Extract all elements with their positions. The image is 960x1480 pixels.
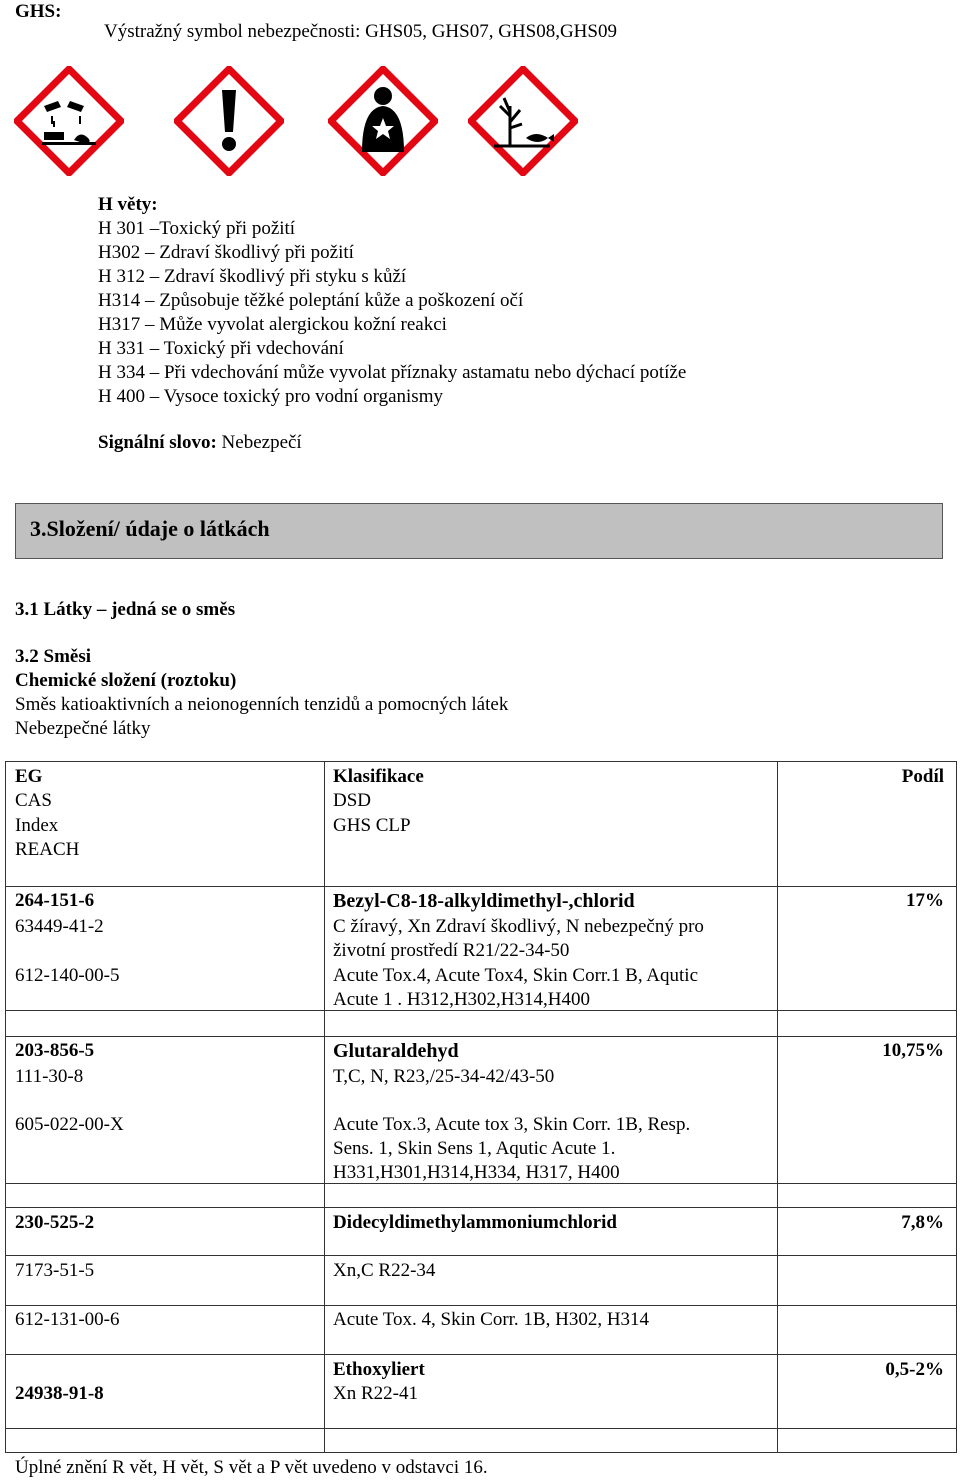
substance-index: 612-131-00-6 xyxy=(15,1309,120,1330)
table-border xyxy=(956,761,957,1452)
substance-dsd: Xn,C R22-34 xyxy=(333,1260,436,1281)
h-statement: H 301 –Toxický při požití xyxy=(98,218,296,239)
composition-text: Směs katioaktivních a neionogenních tenzidů a pomocných látek xyxy=(15,694,509,715)
substance-index: 605-022-00-X xyxy=(15,1114,124,1135)
h-statement: H314 – Způsobuje těžké poleptání kůže a poškození očí xyxy=(98,290,524,311)
signal-word-label: Signální slovo: xyxy=(98,432,217,453)
table-header-classification: Klasifikace xyxy=(333,766,424,787)
h-statement: H 331 – Toxický při vdechování xyxy=(98,338,344,359)
h-statement: H302 – Zdraví škodlivý při požití xyxy=(98,242,354,263)
substance-name: Ethoxyliert xyxy=(333,1359,425,1380)
substance-name: Bezyl-C8-18-alkyldimethyl-,chlorid xyxy=(333,890,635,912)
substance-dsd: T,C, N, R23,/25-34-42/43-50 xyxy=(333,1066,555,1087)
table-border xyxy=(5,1305,957,1306)
footer-note: Úplné znění R vět, H vět, S vět a P vět uvedeno v odstavci 16. xyxy=(15,1457,488,1478)
h-statements-heading: H věty: xyxy=(98,194,158,215)
substance-share: 10,75% xyxy=(882,1040,944,1061)
corrosion-icon xyxy=(14,66,124,176)
substance-clp: Acute Tox. 4, Skin Corr. 1B, H302, H314 xyxy=(333,1309,650,1330)
substance-cas: 7173-51-5 xyxy=(15,1260,95,1281)
substance-share: 0,5-2% xyxy=(885,1359,944,1380)
substance-dsd: C žíravý, Xn Zdraví škodlivý, N nebezpečný pro xyxy=(333,916,704,937)
section-3-title: 3.Složení/ údaje o látkách xyxy=(30,516,270,541)
environment-icon xyxy=(468,66,578,176)
h-statement: H317 – Může vyvolat alergickou kožní reakci xyxy=(98,314,447,335)
h-statement: H 312 – Zdraví škodlivý při styku s kůží xyxy=(98,266,407,287)
substance-cas: 111-30-8 xyxy=(15,1066,84,1087)
substance-eg: 203-856-5 xyxy=(15,1040,95,1061)
table-border xyxy=(5,1036,957,1037)
table-border xyxy=(5,761,6,1452)
table-header-index: Index xyxy=(15,815,59,836)
table-header-cas: CAS xyxy=(15,790,52,811)
hazardous-substances-label: Nebezpečné látky xyxy=(15,718,151,739)
substance-clp: Sens. 1, Skin Sens 1, Aqutic Acute 1. xyxy=(333,1138,616,1159)
substance-cas: 24938-91-8 xyxy=(15,1383,104,1404)
section-3-2: 3.2 Směsi xyxy=(15,646,91,667)
exclamation-mark-icon xyxy=(174,66,284,176)
substance-name: Didecyldimethylammoniumchlorid xyxy=(333,1212,617,1233)
table-border xyxy=(5,761,957,762)
signal-word-value: Nebezpečí xyxy=(221,432,302,453)
table-header-dsd: DSD xyxy=(333,790,372,811)
table-border xyxy=(777,761,778,1452)
table-border xyxy=(5,886,957,887)
table-header-share: Podíl xyxy=(901,766,944,787)
substance-cas: 63449-41-2 xyxy=(15,916,104,937)
substance-dsd: životní prostředí R21/22-34-50 xyxy=(333,940,570,961)
substance-eg: 264-151-6 xyxy=(15,890,95,911)
substance-dsd: Xn R22-41 xyxy=(333,1383,418,1404)
health-hazard-icon xyxy=(328,66,438,176)
substance-index: 612-140-00-5 xyxy=(15,965,120,986)
substance-eg: 230-525-2 xyxy=(15,1212,95,1233)
table-border xyxy=(5,1207,957,1208)
hazard-symbol-line: Výstražný symbol nebezpečnosti: GHS05, GHS07, GHS08,GHS09 xyxy=(104,21,617,42)
table-header-eg: EG xyxy=(15,766,43,787)
section-3-header xyxy=(15,503,943,559)
ghs-title: GHS: xyxy=(15,1,62,22)
table-border xyxy=(5,1354,957,1355)
composition-heading: Chemické složení (roztoku) xyxy=(15,670,237,691)
substance-clp: Acute Tox.3, Acute tox 3, Skin Corr. 1B, Resp. xyxy=(333,1114,691,1135)
substance-clp: H331,H301,H314,H334, H317, H400 xyxy=(333,1162,620,1183)
substance-share: 7,8% xyxy=(901,1212,944,1233)
h-statement: H 334 – Při vdechování může vyvolat příznaky astamatu nebo dýchací potíže xyxy=(98,362,687,383)
substance-clp: Acute 1 . H312,H302,H314,H400 xyxy=(333,989,591,1010)
section-3-1: 3.1 Látky – jedná se o směs xyxy=(15,599,236,620)
table-border xyxy=(5,1428,957,1429)
table-border xyxy=(5,1255,957,1256)
table-header-reach: REACH xyxy=(15,839,80,860)
substance-share: 17% xyxy=(906,890,944,911)
table-border xyxy=(5,1452,957,1453)
substance-name: Glutaraldehyd xyxy=(333,1040,459,1062)
signal-word xyxy=(98,431,302,455)
table-header-ghs-clp: GHS CLP xyxy=(333,815,411,836)
substance-clp: Acute Tox.4, Acute Tox4, Skin Corr.1 B, Aqutic xyxy=(333,965,699,986)
h-statement: H 400 – Vysoce toxický pro vodní organismy xyxy=(98,386,443,407)
table-border xyxy=(324,761,325,1452)
